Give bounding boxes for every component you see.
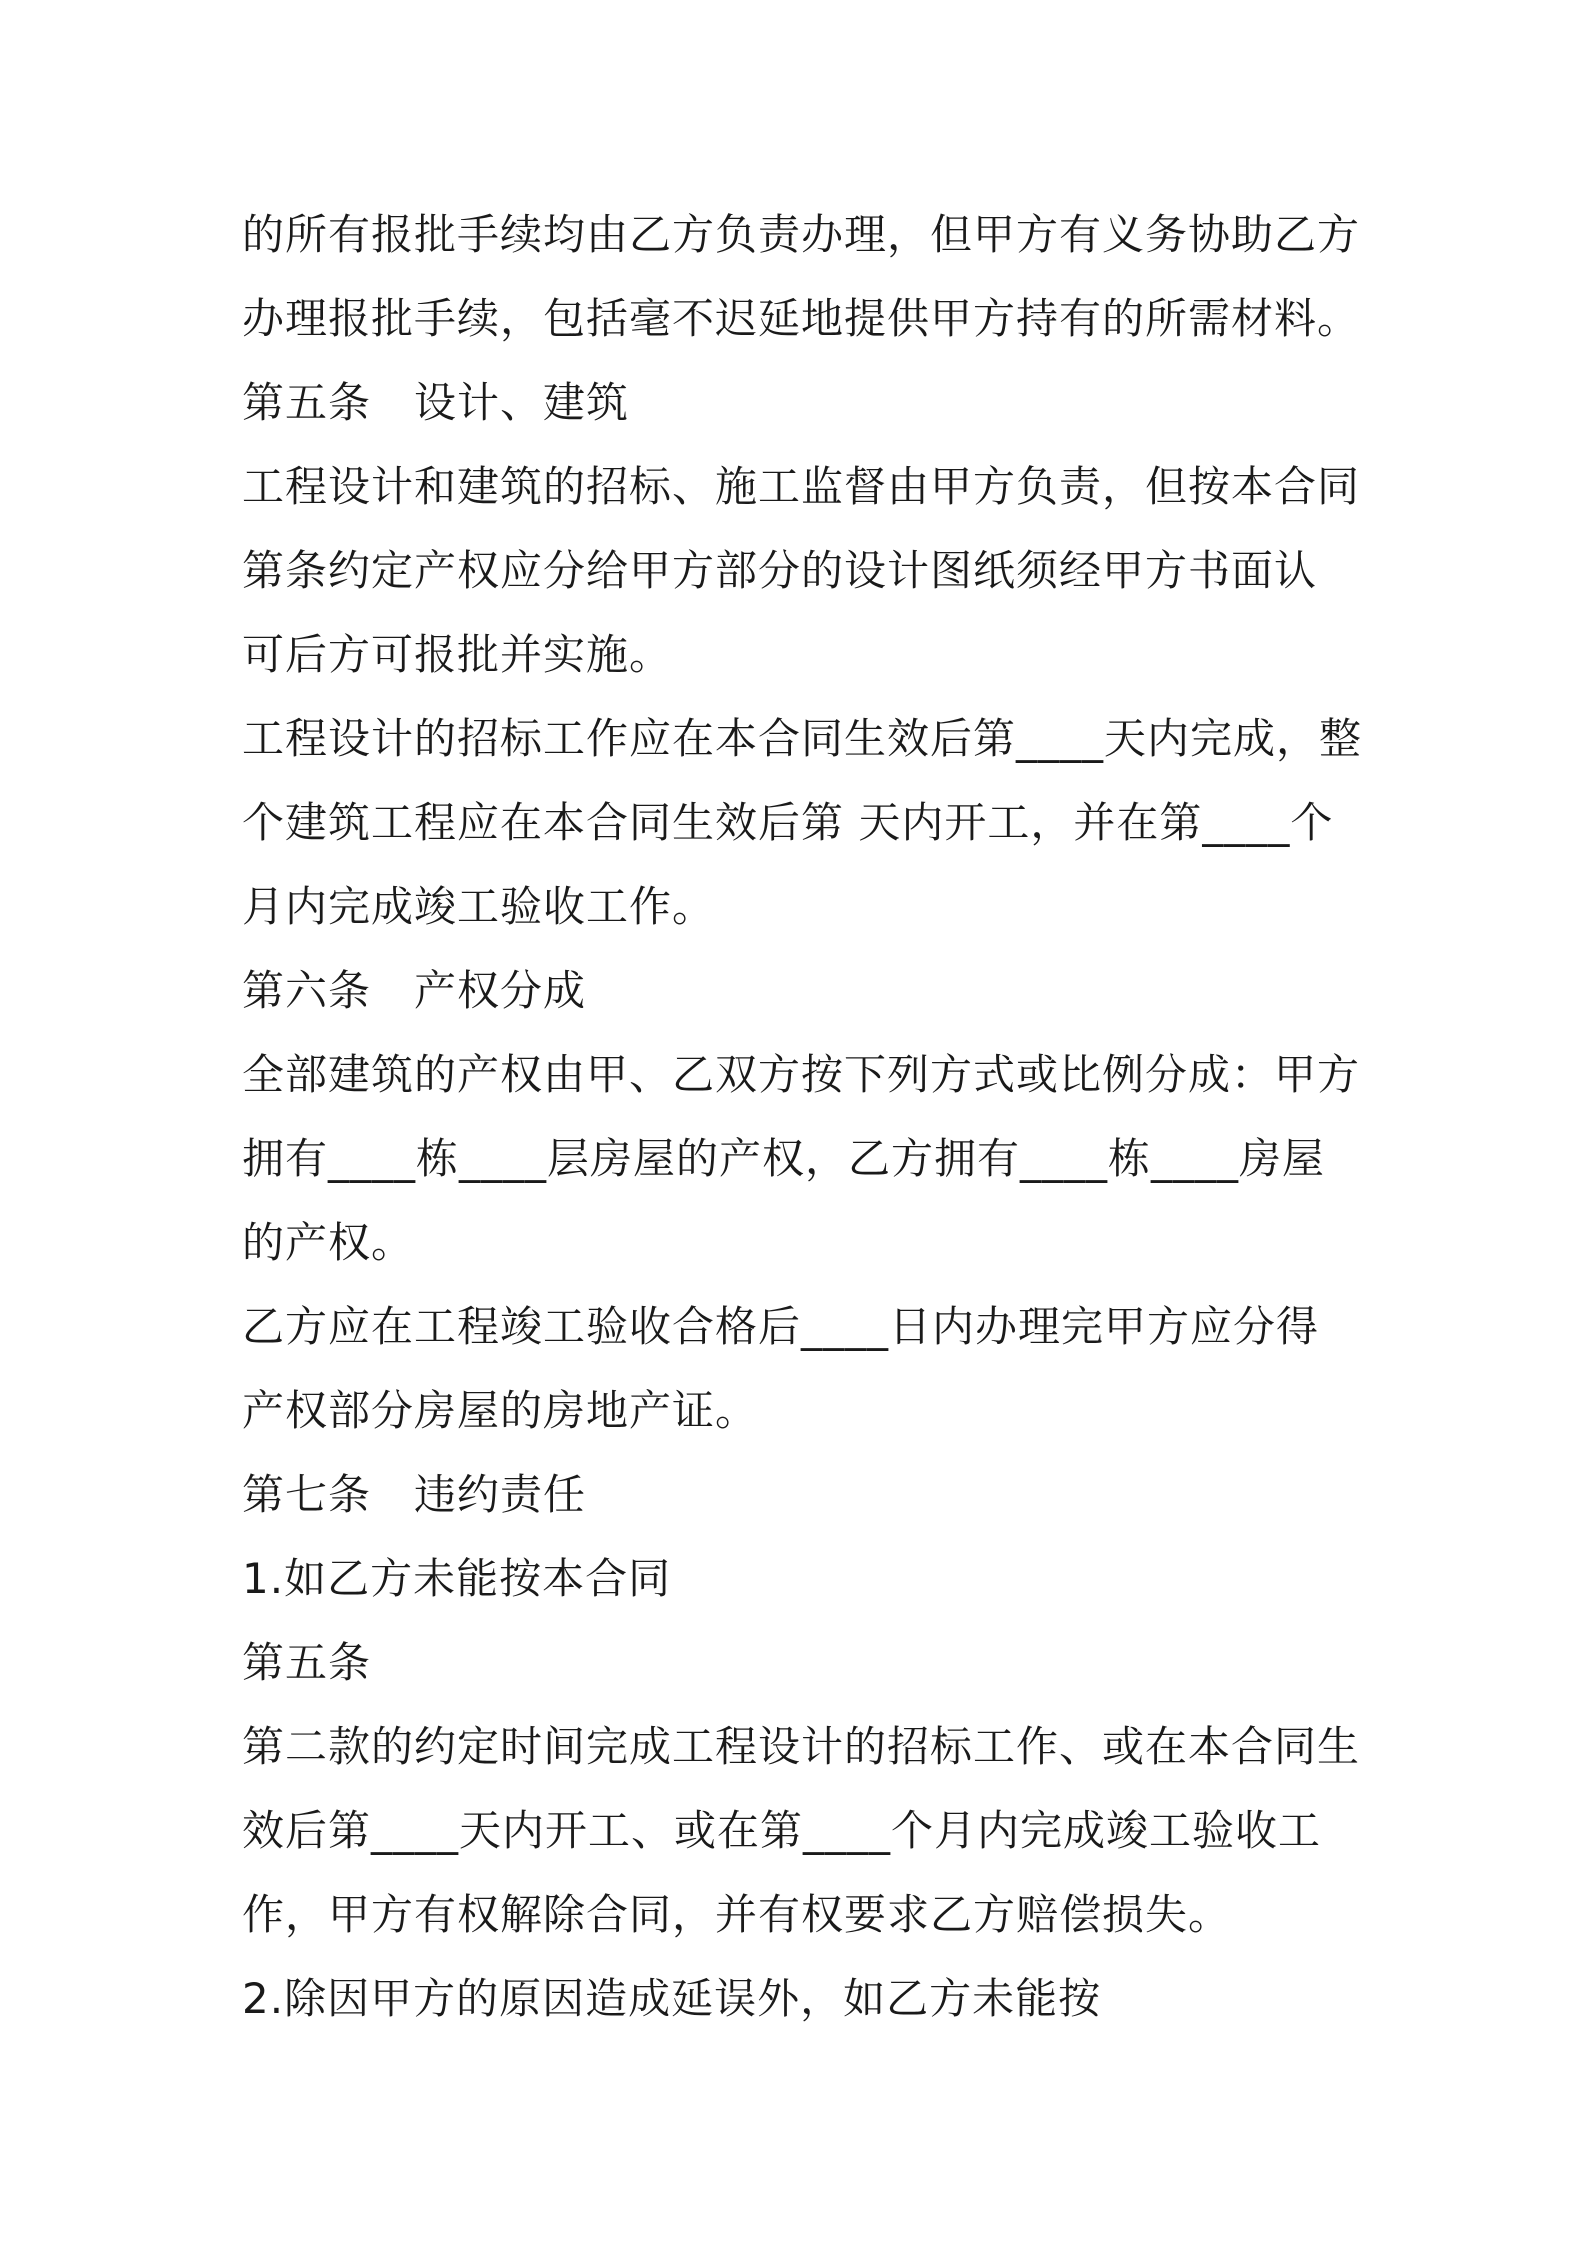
text-line: 月内完成竣工验收工作。	[242, 882, 716, 931]
document-body	[242, 193, 1362, 2041]
list-item-1: 1.如乙方未能按本合同	[242, 1554, 672, 1603]
text-line: 全部建筑的产权由甲、乙双方按下列方式或比例分成：甲方	[242, 1050, 1361, 1099]
list-item-2: 2.除因甲方的原因造成延误外，如乙方未能按	[242, 1974, 1102, 2023]
text-line: 第二款的约定时间完成工程设计的招标工作、或在本合同生	[242, 1722, 1361, 1771]
text-line: 乙方应在工程竣工验收合格后____日内办理完甲方应分得	[242, 1302, 1320, 1351]
text-line: 效后第____天内开工、或在第____个月内完成竣工验收工	[242, 1806, 1322, 1855]
text-line: 的产权。	[242, 1218, 415, 1267]
text-line: 作，甲方有权解除合同，并有权要求乙方赔偿损失。	[242, 1890, 1232, 1939]
text-line: 工程设计和建筑的招标、施工监督由甲方负责，但按本合同	[242, 462, 1361, 511]
text-line: 可后方可报批并实施。	[242, 630, 673, 679]
section-heading-article-5: 第五条 设计、建筑	[242, 378, 630, 427]
text-line: 办理报批手续，包括毫不迟延地提供甲方持有的所需材料。	[242, 294, 1361, 343]
text-line: 工程设计的招标工作应在本合同生效后第____天内完成，整	[242, 714, 1363, 763]
section-heading-article-6: 第六条 产权分成	[242, 966, 587, 1015]
text-line: 第五条	[242, 1638, 372, 1687]
text-line: 产权部分房屋的房地产证。	[242, 1386, 759, 1435]
text-line: 第条约定产权应分给甲方部分的设计图纸须经甲方书面认	[242, 546, 1318, 595]
text-line: 拥有____栋____层房屋的产权，乙方拥有____栋____房屋	[242, 1134, 1326, 1183]
text-line: 个建筑工程应在本合同生效后第 天内开工，并在第____个	[242, 798, 1334, 847]
section-heading-article-7: 第七条 违约责任	[242, 1470, 587, 1519]
text-line: 的所有报批手续均由乙方负责办理，但甲方有义务协助乙方	[242, 210, 1361, 259]
